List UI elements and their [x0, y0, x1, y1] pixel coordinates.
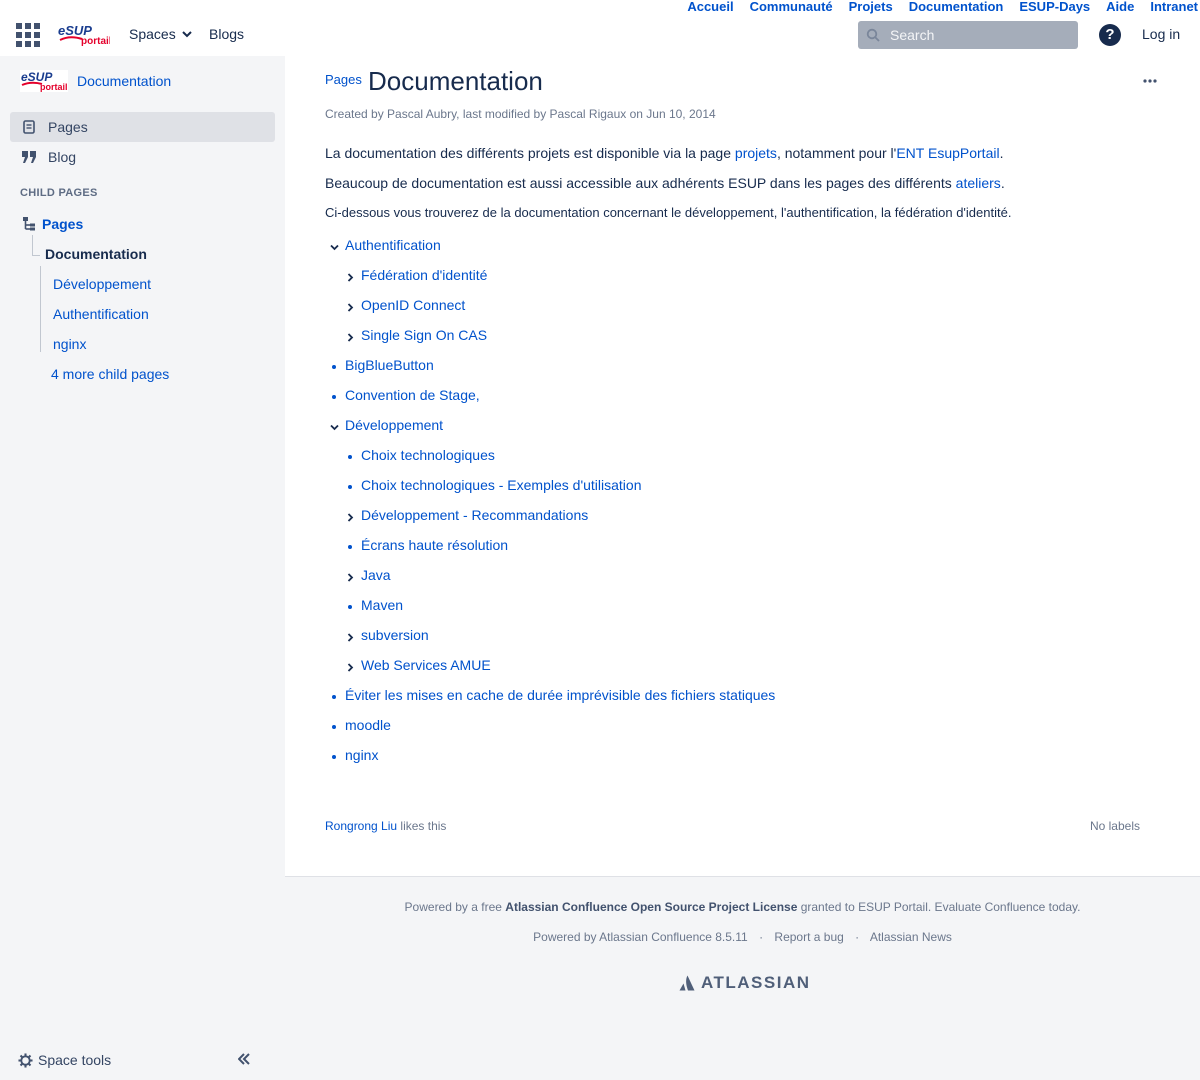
bullet-icon [343, 485, 357, 489]
topnav-projets-link[interactable]: Projets [848, 0, 893, 14]
footer [285, 876, 1200, 1080]
main-content [285, 56, 1200, 876]
spaces-label: Spaces [129, 26, 176, 42]
sidebar-item-label: Pages [48, 119, 88, 135]
header [0, 0, 1200, 56]
sidebar-item-blog[interactable] [10, 142, 275, 172]
ateliers-link[interactable]: ateliers [955, 175, 1001, 191]
powered-by-link[interactable]: Powered by Atlassian Confluence 8.5.11 [533, 930, 748, 944]
tree-item-nginx[interactable]: nginx [53, 336, 87, 352]
bullet-icon [343, 545, 357, 549]
page-tree-link[interactable]: Écrans haute résolution [361, 537, 509, 553]
page-tree-link[interactable]: nginx [345, 747, 379, 763]
collapse-sidebar-icon[interactable] [238, 1052, 250, 1070]
atlassian-logo[interactable] [679, 973, 811, 993]
topnav-esup-days-link[interactable]: ESUP-Days [1019, 0, 1091, 14]
page-tree-link[interactable]: Choix technologiques - Exemples d'utilisation [361, 477, 642, 493]
page-tree-link[interactable]: Fédération d'identité [361, 267, 488, 283]
report-bug-link[interactable]: Report a bug [774, 930, 844, 944]
bullet-icon [327, 395, 341, 399]
spaces-menu[interactable] [129, 26, 192, 42]
page-tree [325, 232, 1165, 772]
projets-link[interactable]: projets [734, 145, 777, 161]
bullet-icon [327, 365, 341, 369]
tree-item-developpement[interactable]: Développement [53, 276, 152, 292]
svg-text:portail: portail [81, 36, 110, 46]
svg-text:eSUP: eSUP [58, 24, 92, 38]
page-tree-item [325, 232, 1165, 262]
page-tree-item [325, 472, 1165, 502]
tree-root-pages[interactable] [22, 216, 83, 232]
svg-text:eSUP: eSUP [21, 70, 53, 84]
quote-icon [22, 150, 36, 164]
esup-logo[interactable] [58, 24, 110, 46]
page-tree-item [325, 412, 1165, 442]
page-tree-item [325, 592, 1165, 622]
page-tree-item [325, 322, 1165, 352]
atlassian-brand-text: ATLASSIAN [701, 973, 811, 992]
page-tree-link[interactable]: BigBlueButton [345, 357, 434, 373]
page-tree-item [325, 562, 1165, 592]
blogs-link[interactable]: Blogs [209, 26, 245, 42]
atlassian-news-link[interactable]: Atlassian News [869, 930, 952, 944]
page-tree-item [325, 712, 1165, 742]
page-tree-link[interactable]: Web Services AMUE [361, 657, 491, 673]
sidebar [0, 56, 285, 1080]
page-tree-item [325, 742, 1165, 772]
topnav-aide-link[interactable]: Aide [1106, 0, 1135, 14]
page-tree-link[interactable]: Maven [361, 597, 404, 613]
space-logo[interactable] [20, 70, 68, 92]
svg-text:portail: portail [40, 82, 68, 92]
topnav-intranet-link[interactable]: Intranet [1150, 0, 1198, 14]
bullet-icon [343, 455, 357, 459]
sidebar-item-label: Blog [48, 149, 77, 165]
page-tree-link[interactable]: Choix technologiques [361, 447, 495, 463]
likes-summary: Rongrong Liu likes this [325, 819, 447, 833]
paragraph: La documentation des différents projets est disponible via la page projets, notamment pour l'ENT EsupPortail. [325, 145, 1004, 161]
page-tree-item [325, 682, 1165, 712]
chevron-right-icon[interactable] [343, 333, 357, 342]
search-box[interactable] [858, 21, 1078, 49]
page-body [325, 142, 1165, 772]
breadcrumb[interactable]: Pages [325, 72, 362, 87]
chevron-right-icon[interactable] [343, 303, 357, 312]
chevron-down-icon[interactable] [327, 243, 341, 252]
bullet-icon [327, 725, 341, 729]
gear-icon [18, 1053, 33, 1068]
bullet-icon [327, 755, 341, 759]
page-tree-link[interactable]: Éviter les mises en cache de durée imprévisible des fichiers statiques [345, 687, 776, 703]
topnav-accueil-link[interactable]: Accueil [687, 0, 734, 14]
page-tree-icon [22, 216, 36, 232]
paragraph: Ci-dessous vous trouverez de la documentation concernant le développement, l'authentification, la fédération d'identité. [325, 205, 1012, 220]
page-tree-link[interactable]: OpenID Connect [361, 297, 466, 313]
page-tree-item [325, 292, 1165, 322]
bullet-icon [343, 605, 357, 609]
chevron-right-icon[interactable] [343, 663, 357, 672]
chevron-right-icon[interactable] [343, 573, 357, 582]
space-tools-label: Space tools [38, 1052, 112, 1068]
more-actions-icon[interactable] [1143, 70, 1157, 88]
page-tree-item [325, 652, 1165, 682]
page-tree-item [325, 532, 1165, 562]
tree-item-documentation[interactable]: Documentation [45, 246, 147, 262]
atlassian-mark-icon [679, 975, 695, 991]
page-tree-link[interactable]: Convention de Stage, [345, 387, 480, 403]
page-title: Documentation [368, 66, 543, 96]
app-switcher-icon[interactable] [16, 23, 40, 47]
top-navigation [679, 0, 1200, 14]
page-icon [22, 120, 36, 134]
space-tools-button[interactable] [18, 1052, 111, 1068]
page-tree-link[interactable]: Développement [345, 417, 444, 433]
page-tree-item [325, 502, 1165, 532]
paragraph: Beaucoup de documentation est aussi accessible aux adhérents ESUP dans les pages des différents ateliers. [325, 175, 1005, 191]
page-tree-link[interactable]: Single Sign On CAS [361, 327, 488, 343]
search-icon [866, 28, 880, 42]
page-tree-link[interactable]: Authentification [345, 237, 441, 253]
page-tree-item [325, 382, 1165, 412]
more-child-pages-link[interactable]: 4 more child pages [51, 366, 170, 382]
footer-links: Powered by Atlassian Confluence 8.5.11 · Report a bug · Atlassian News [533, 930, 952, 944]
ent-esupportail-link[interactable]: ENT EsupPortail [896, 145, 1000, 161]
page-byline: Created by Pascal Aubry, last modified by Pascal Rigaux on Jun 10, 2014 [325, 107, 716, 121]
tree-item-authentification[interactable]: Authentification [53, 306, 149, 322]
page-tree-link[interactable]: Java [361, 567, 391, 583]
license-text: Powered by a free Atlassian Confluence Open Source Project License granted to ESUP Portail. Evaluate Confluence today. [404, 900, 1081, 914]
help-icon[interactable]: ? [1099, 24, 1121, 46]
sidebar-item-pages[interactable] [10, 112, 275, 142]
page-tree-item [325, 352, 1165, 382]
bullet-icon [327, 695, 341, 699]
labels-text: No labels [1089, 819, 1140, 833]
page-tree-item [325, 262, 1165, 292]
chevron-down-icon[interactable] [327, 423, 341, 432]
page-tree-link[interactable]: Développement - Recommandations [361, 507, 589, 523]
page-tree-item [325, 442, 1165, 472]
tree-root-label: Pages [42, 216, 84, 232]
page-tree-item [325, 622, 1165, 652]
chevron-right-icon[interactable] [343, 273, 357, 282]
topnav-documentation-link[interactable]: Documentation [908, 0, 1004, 14]
liker-link[interactable]: Rongrong Liu [325, 819, 398, 833]
search-input[interactable] [890, 27, 1070, 43]
page-tree-link[interactable]: subversion [361, 627, 429, 643]
chevron-right-icon[interactable] [343, 633, 357, 642]
chevron-right-icon[interactable] [343, 513, 357, 522]
topnav-communaute-link[interactable]: Communauté [749, 0, 833, 14]
child-pages-heading: CHILD PAGES [20, 187, 98, 199]
page-tree-link[interactable]: moodle [345, 717, 391, 733]
login-link[interactable]: Log in [1142, 26, 1181, 42]
space-name-link[interactable]: Documentation [77, 73, 172, 89]
chevron-down-icon [182, 30, 192, 38]
